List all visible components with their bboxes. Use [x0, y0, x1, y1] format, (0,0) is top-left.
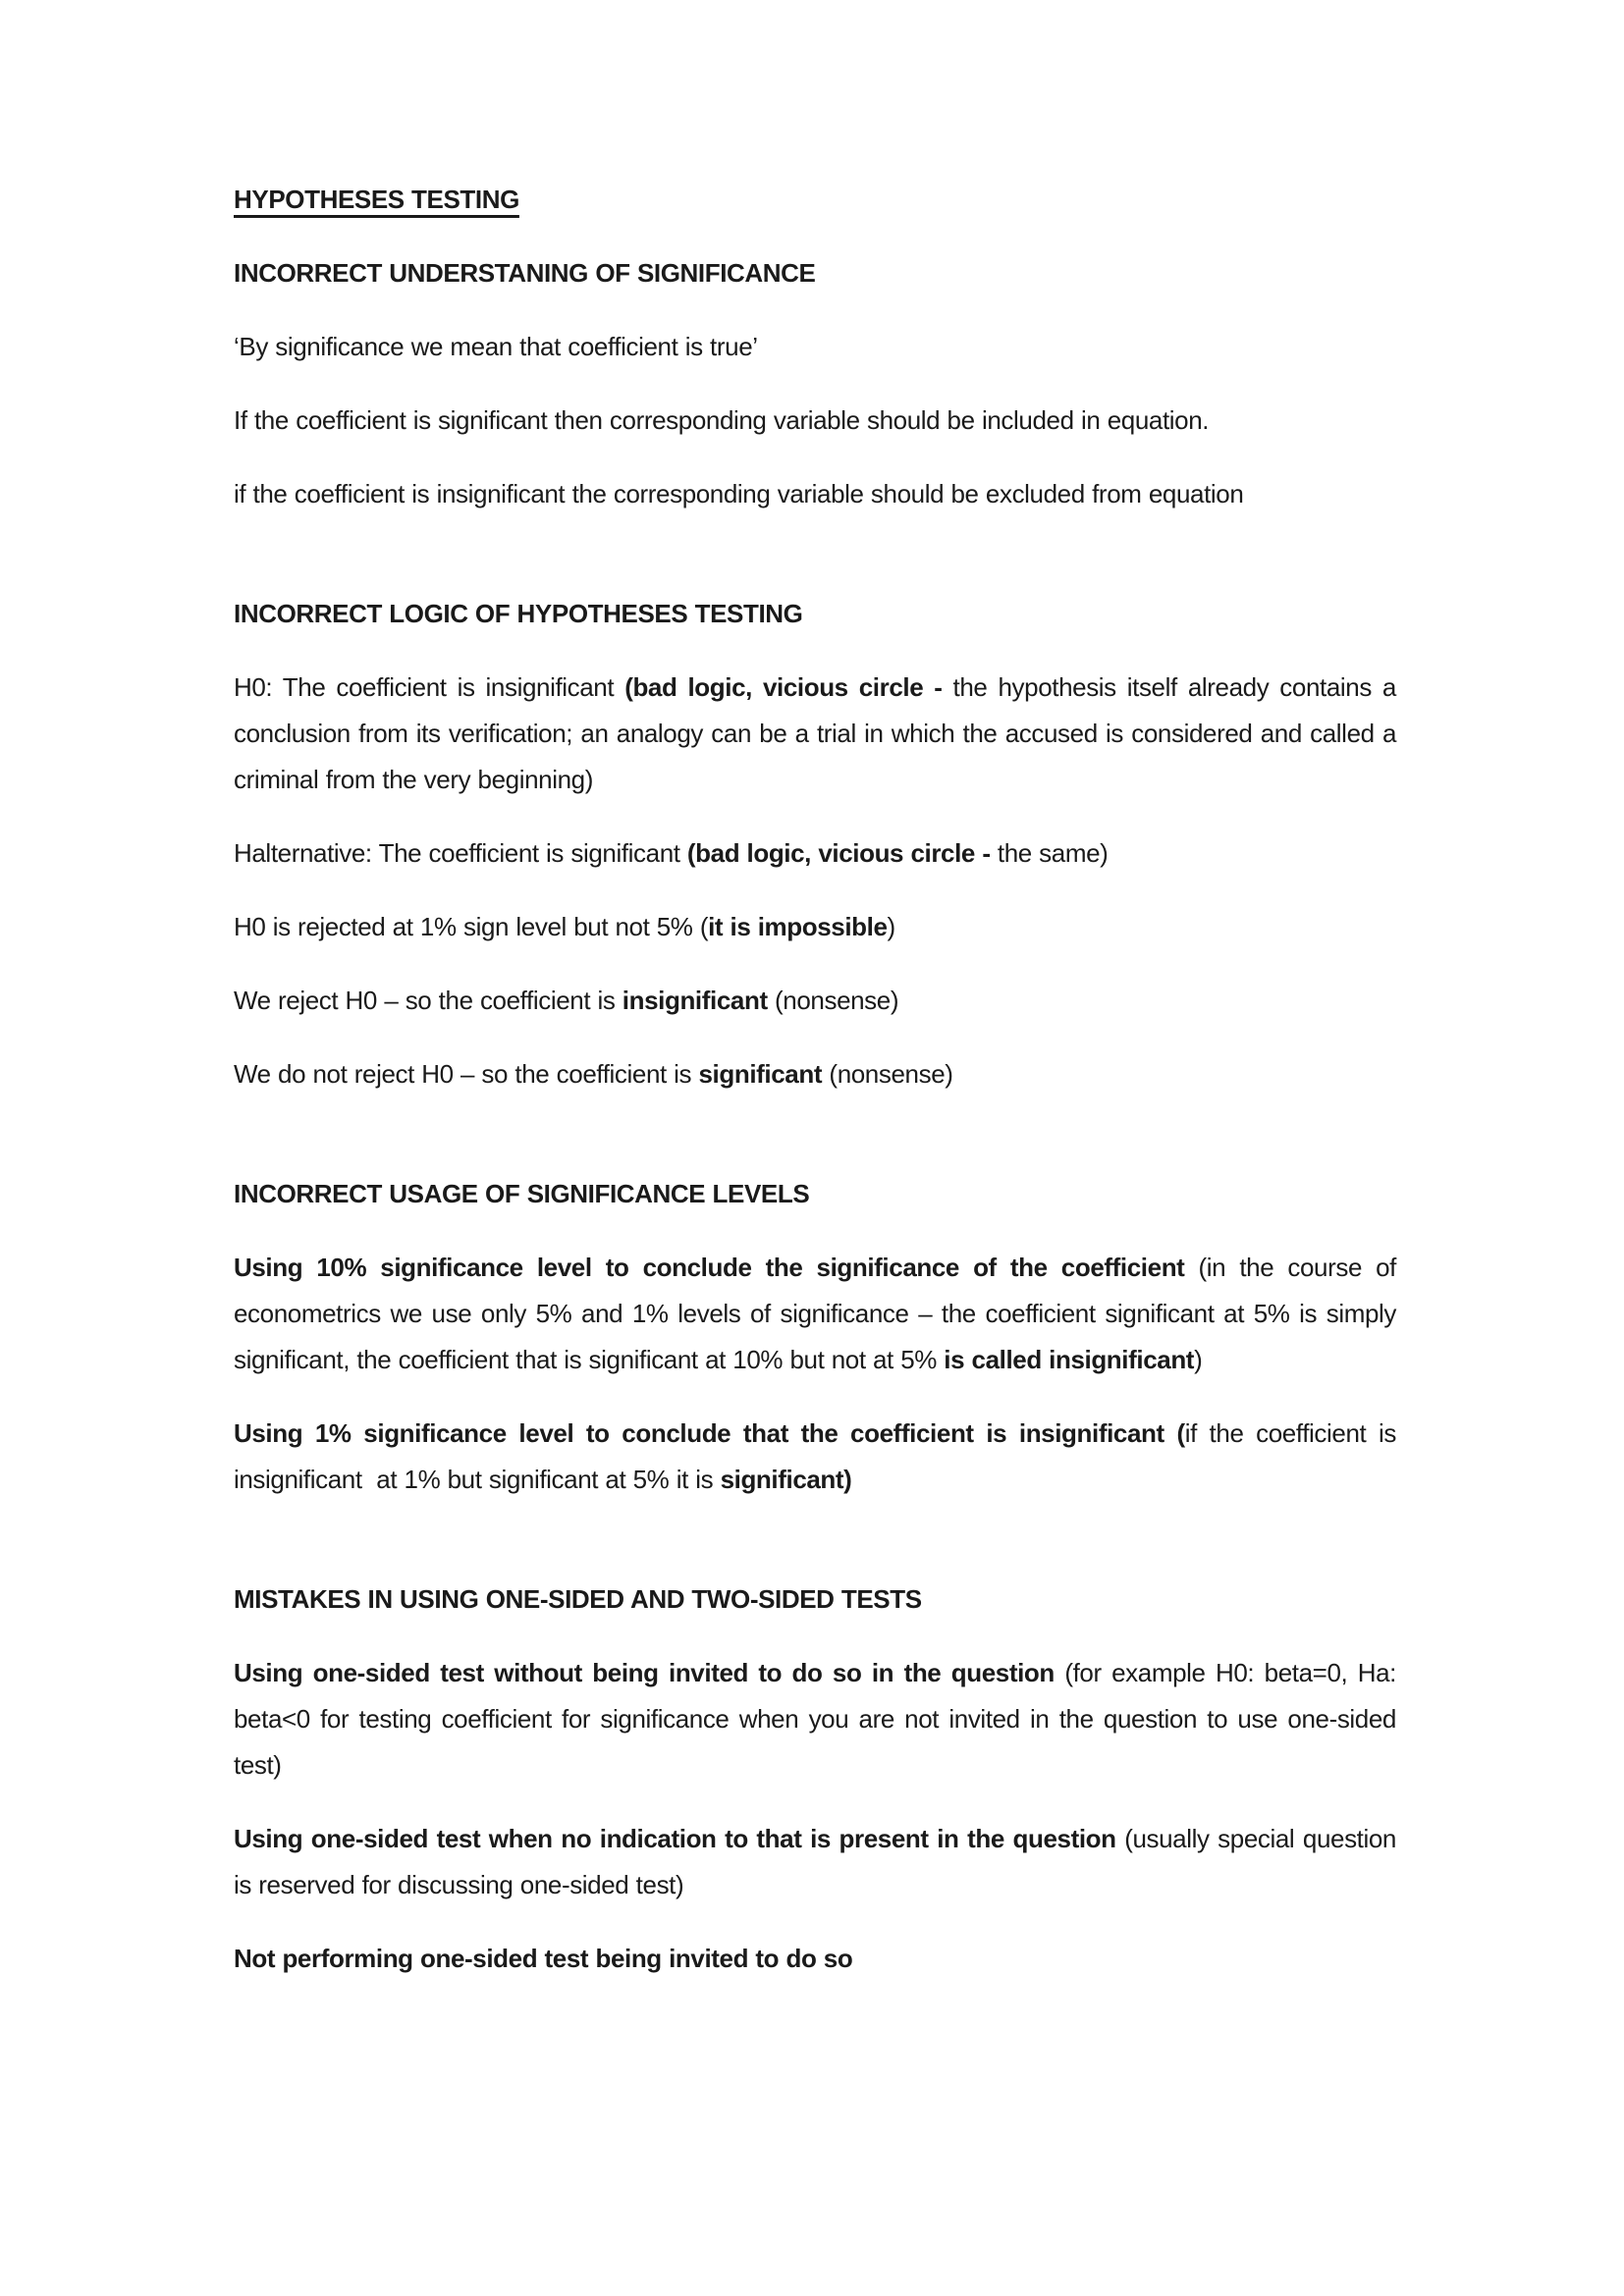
text-run: H0: The coefficient is insignificant — [234, 672, 625, 702]
paragraph — [234, 324, 1396, 370]
text-run: if the coefficient is insignificant at 1% but significant at 5% it is — [234, 1418, 1396, 1494]
text-run: ‘By significance we mean that coefficient is true’ — [234, 332, 758, 361]
text-run: it is impossible — [708, 912, 888, 941]
text-run: MISTAKES IN USING ONE-SIDED AND TWO-SIDED TESTS — [234, 1584, 922, 1614]
section-heading-mistakes-one-sided — [234, 1576, 1396, 1623]
paragraph — [234, 665, 1396, 803]
paragraph — [234, 978, 1396, 1024]
text-run: significant) — [720, 1465, 852, 1494]
text-run: If the coefficient is significant then corresponding variable should be included in equation. — [234, 405, 1210, 435]
paragraph — [234, 830, 1396, 877]
section-heading-incorrect-usage — [234, 1171, 1396, 1217]
text-run: INCORRECT UNDERSTANING OF SIGNIFICANCE — [234, 258, 816, 288]
text-run: Halternative: The coefficient is significant — [234, 838, 687, 868]
text-run: the hypothesis itself already contains a conclusion from its verification; an analogy can be a trial in which the accused is considered and called a criminal from the very beginning) — [234, 672, 1396, 794]
document-title — [234, 177, 1396, 223]
paragraph — [234, 1051, 1396, 1097]
paragraph — [234, 1411, 1396, 1503]
text-run: We do not reject H0 – so the coefficient is — [234, 1059, 699, 1089]
paragraph — [234, 1650, 1396, 1789]
paragraph — [234, 1936, 1396, 1982]
text-run: (in the course of econometrics we use only 5% and 1% levels of significance – the coefficient significant at 5% is simply significant, the coefficient that is significant at 10% but not at 5% — [234, 1253, 1396, 1374]
text-run: the same) — [997, 838, 1109, 868]
text-run: (nonsense) — [822, 1059, 953, 1089]
text-run: is called insignificant — [944, 1345, 1195, 1374]
text-run: Using 1% significance level to conclude that the coefficient is insignificant ( — [234, 1418, 1185, 1448]
paragraph — [234, 904, 1396, 950]
text-run: ) — [887, 912, 895, 941]
text-run: (nonsense) — [767, 986, 899, 1015]
paragraph — [234, 1245, 1396, 1383]
text-run: Not performing one-sided test being invited to do so — [234, 1944, 853, 1973]
text-run: insignificant — [622, 986, 768, 1015]
text-run: (bad logic, vicious circle - — [686, 838, 998, 868]
text-run: H0 is rejected at 1% sign level but not 5% ( — [234, 912, 709, 941]
text-run: We reject H0 – so the coefficient is — [234, 986, 623, 1015]
paragraph — [234, 1816, 1396, 1908]
text-run: if the coefficient is insignificant the corresponding variable should be excluded from equation — [234, 479, 1244, 508]
section-heading-incorrect-logic — [234, 591, 1396, 637]
text-run: INCORRECT USAGE OF SIGNIFICANCE LEVELS — [234, 1179, 810, 1208]
text-run: Using one-sided test without being invited to do so in the question — [234, 1658, 1065, 1687]
text-run: (bad logic, vicious circle - — [624, 672, 953, 702]
text-run: Using one-sided test when no indication to that is present in the question — [234, 1824, 1125, 1853]
text-run: (for example H0: beta=0, Ha: beta<0 for testing coefficient for significance when you are not invited in the question to use one-sided test) — [234, 1658, 1396, 1780]
document-blocks — [234, 177, 1396, 1982]
text-run: ) — [1194, 1345, 1203, 1374]
text-run: significant — [698, 1059, 823, 1089]
text-run: INCORRECT LOGIC OF HYPOTHESES TESTING — [234, 599, 803, 628]
text-run: (usually special question is reserved for discussing one-sided test) — [234, 1824, 1396, 1899]
paragraph — [234, 398, 1396, 444]
section-heading-incorrect-understanding — [234, 250, 1396, 296]
text-run: HYPOTHESES TESTING — [234, 185, 519, 214]
paragraph — [234, 471, 1396, 517]
text-run: Using 10% significance level to conclude the significance of the coefficient — [234, 1253, 1199, 1282]
